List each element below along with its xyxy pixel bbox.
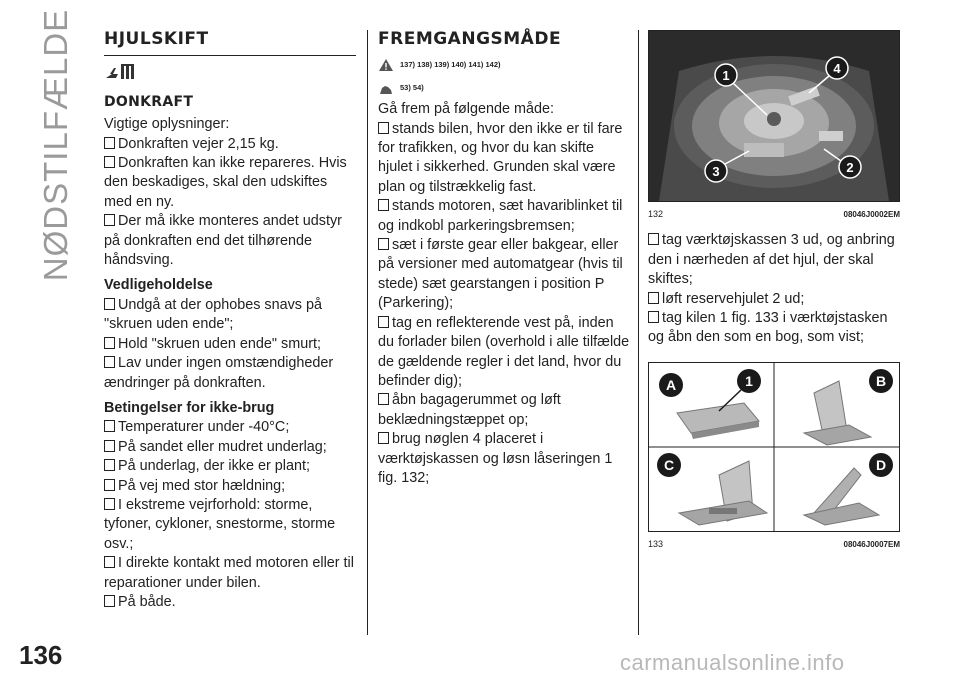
caution-reference: 53) 54)	[378, 78, 632, 97]
section-title: NØDSTILFÆLDE	[37, 8, 74, 282]
list-item: løft reservehjulet 2 ud;	[648, 290, 900, 309]
page-number: 136	[19, 640, 63, 670]
svg-text:3: 3	[712, 164, 720, 179]
list-item: Hold "skruen uden ende" smurt;	[104, 335, 356, 354]
heading-hjulskift: HJULSKIFT	[104, 29, 209, 49]
label-d	[869, 453, 893, 477]
intro-text: Vigtige oplysninger:	[104, 116, 230, 133]
list-item: stands motoren, sæt havariblinket til og indkobl parkeringsbremsen;	[378, 197, 632, 236]
list-item: Donkraften vejer 2,15 kg.	[104, 135, 356, 154]
list-item: åbn bagagerummet og løft beklædningstæppet op;	[378, 391, 632, 430]
svg-text:B: B	[875, 372, 887, 389]
list-item: I ekstreme vejrforhold: storme, tyfoner, cykloner, snestorme, storme osv.;	[104, 496, 356, 554]
list-item: stands bilen, hvor den ikke er til fare for trafikken, og hvor du kan skifte hjulet i sikkerhed. Grunden skal være plan og tilstrækkelig fast.	[378, 120, 632, 198]
svg-text:1: 1	[722, 68, 730, 83]
list-item: Lav under ingen omstændigheder ændringer på donkraften.	[104, 354, 356, 393]
list-item: På sandet eller mudret underlag;	[104, 438, 356, 457]
figure-132-caption: 132 08046J0002EM	[648, 209, 900, 219]
heading-maintenance: Vedligeholdelse	[104, 277, 213, 294]
list-item: tag værktøjskassen 3 ud, og anbring den i nærheden af det hjul, der skal skiftes;	[648, 231, 900, 289]
list-item: Temperaturer under -40°C;	[104, 418, 356, 437]
svg-text:A: A	[665, 376, 677, 393]
list-item: tag en reflekterende vest på, inden du forlader bilen (overhold i alle tilfælde de gældende regler i det land, hvor du befinder dig);	[378, 314, 632, 392]
column-divider	[638, 30, 639, 635]
figure-132	[648, 30, 900, 202]
column-figures	[648, 30, 900, 554]
figure-133	[648, 362, 900, 532]
warning-reference: 137) 138) 139) 140) 141) 142)	[378, 55, 632, 74]
spare-wheel-illustration	[649, 31, 899, 201]
label-c	[657, 453, 681, 477]
list-item: Undgå at der ophobes snavs på "skruen uden ende";	[104, 296, 356, 335]
list-item: Donkraften kan ikke repareres. Hvis den beskadiges, skal den udskiftes med en ny.	[104, 154, 356, 212]
heading-fremgangsmaade: FREMGANGSMÅDE	[378, 29, 562, 49]
svg-text:D: D	[875, 456, 887, 473]
heading-conditions: Betingelser for ikke-brug	[104, 399, 275, 416]
list-item: tag kilen 1 fig. 133 i værktøjstasken og åbn den som en bog, som vist;	[648, 309, 900, 348]
list-item: brug nøglen 4 placeret i værktøjskassen og løsn låseringen 1 fig. 132;	[378, 430, 632, 488]
list-item: På underlag, der ikke er plant;	[104, 457, 356, 476]
list-item: På vej med stor hældning;	[104, 477, 356, 496]
list-item: I direkte kontakt med motoren eller til reparationer under bilen.	[104, 554, 356, 593]
label-a	[659, 373, 683, 397]
list-item: sæt i første gear eller bakgear, eller på versioner med automatgear (hvis til stede) sæt gearstangen i position P (Parkering);	[378, 236, 632, 314]
intro-text: Gå frem på følgende måde:	[378, 101, 554, 118]
heading-rule	[104, 55, 356, 56]
svg-text:4: 4	[833, 61, 841, 76]
list-item: Der må ikke monteres andet udstyr på donkraften end det tilhørende håndsving.	[104, 212, 356, 270]
svg-text:C: C	[663, 456, 675, 473]
figure-133-caption: 133 08046J0007EM	[648, 538, 900, 549]
wheel-chock-illustration	[649, 363, 899, 531]
heading-donkraft: DONKRAFT	[104, 93, 194, 110]
column-procedure	[378, 30, 632, 488]
label-b	[869, 369, 893, 393]
warning-triangle-icon	[378, 58, 394, 72]
svg-text:1: 1	[745, 372, 753, 389]
list-item: På både.	[104, 593, 356, 612]
svg-text:2: 2	[846, 160, 854, 175]
watermark: carmanualsonline.info	[620, 650, 845, 675]
column-jack	[104, 30, 356, 612]
column-divider	[367, 30, 368, 635]
caution-hand-icon	[378, 81, 394, 95]
jack-wheel-icon	[104, 62, 138, 82]
